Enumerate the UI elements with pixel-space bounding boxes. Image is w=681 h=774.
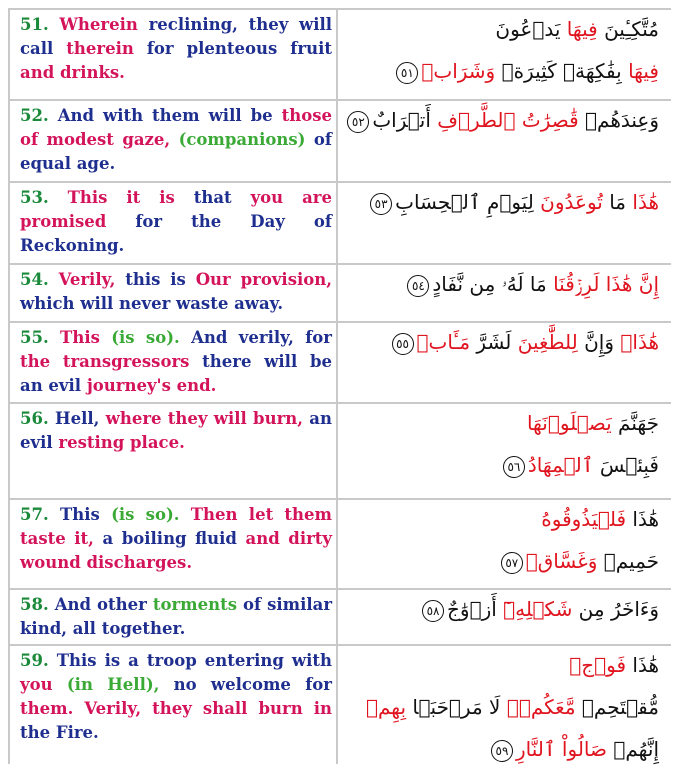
arabic-segment: ٱلۡمِهَادُ — [527, 453, 594, 477]
arabic-line — [348, 187, 659, 217]
arabic-segment: لَرِزۡقُنَا — [553, 272, 600, 296]
translation-segment: torments — [152, 595, 238, 614]
arabic-segment: جَهَنَّمَ — [611, 411, 659, 435]
arabic-line — [348, 450, 659, 480]
arabic-segment: صَالُواْ ٱلنَّارِ — [515, 737, 607, 761]
translation-segment: and drinks. — [20, 63, 125, 82]
arabic-line — [348, 408, 659, 438]
translation-segment: those of modest gaze, — [20, 106, 333, 149]
verse-translation — [10, 323, 336, 402]
arabic-segment: هَٰذَا — [626, 507, 659, 531]
translation-segment: the Fire. — [20, 723, 99, 742]
ayah-number-icon: ٥٧ — [501, 552, 523, 574]
arabic-line — [348, 56, 659, 86]
verse-arabic — [338, 183, 673, 263]
arabic-segment: وَءَاخَرُ مِن — [572, 597, 659, 621]
arabic-segment: فَلۡيَذُوقُوهُ — [541, 507, 627, 531]
translation-segment: Then let them taste it, — [20, 505, 333, 548]
translation-segment: for plenteous fruit — [133, 39, 332, 58]
arabic-line — [348, 269, 659, 299]
ayah-number-icon: ٥٦ — [503, 456, 525, 478]
arabic-segment: بِهِمۡ — [365, 695, 407, 719]
verse-translation — [10, 500, 336, 588]
verse-arabic — [338, 265, 673, 321]
verse-number: 59. — [20, 651, 57, 670]
verse-translation — [10, 183, 336, 263]
translation-segment: the transgressors — [20, 352, 190, 371]
translation-segment: for the Day of Reckoning. — [20, 212, 332, 255]
translation-segment: reclining, they will call — [20, 15, 332, 58]
arabic-segment: ۚ وَإِنَّ — [577, 330, 621, 354]
verse-translation — [10, 646, 336, 774]
translation-segment: resting place. — [58, 433, 185, 452]
ayah-number-icon: ٥٨ — [422, 600, 444, 622]
translation-segment: them. Verily, they shall burn in — [20, 699, 332, 718]
translation-segment: And other — [54, 595, 153, 614]
translation-segment: This — [60, 328, 100, 347]
verse-arabic — [338, 590, 673, 644]
verse-number: 57. — [20, 505, 60, 524]
arabic-line — [348, 650, 659, 680]
translation-segment: Wherein — [59, 15, 138, 34]
verse-translation — [10, 101, 336, 181]
arabic-segment: ۖ لَا مَرۡحَبَۢا — [406, 695, 507, 719]
arabic-segment: وَغَسَّاقٞ — [525, 549, 598, 573]
translation-segment: you are promised — [20, 188, 332, 231]
translation-segment: no welcome for — [159, 675, 332, 694]
translation-segment: that — [174, 188, 251, 207]
arabic-segment: أَتۡرَابٌ — [372, 108, 438, 132]
arabic-segment: إِنَّ هَٰذَا — [599, 272, 659, 296]
arabic-segment: هَٰذَا — [620, 330, 659, 354]
arabic-segment: قَٰصِرَٰتُ ٱلطَّرۡفِ — [437, 108, 579, 132]
translation-segment: an evil — [20, 409, 332, 452]
arabic-segment: شَكۡلِهِۦٓ — [503, 597, 573, 621]
arabic-segment: بِفَٰكِهَةٖ كَثِيرَةٖ — [495, 59, 629, 83]
verse-number: 54. — [20, 270, 59, 289]
arabic-segment: مُّقۡتَحِمٞ — [575, 695, 659, 719]
translation-segment: And with them will be — [57, 106, 282, 125]
verse-translation — [10, 404, 336, 498]
translation-segment: Our provision, — [195, 270, 333, 289]
verse-number: 51. — [20, 15, 60, 34]
arabic-line — [348, 14, 659, 44]
arabic-segment: مُتَّكِـِٔينَ — [597, 17, 659, 41]
ayah-number-icon: ٥٥ — [392, 333, 414, 355]
translation-segment: (is so). — [111, 505, 180, 524]
verse-translation — [10, 265, 336, 321]
arabic-segment: إِنَّهُمۡ — [606, 737, 659, 761]
translation-segment: therein — [66, 39, 134, 58]
arabic-segment: فِيهَا — [566, 17, 598, 41]
translation-segment: where they will burn, — [105, 409, 304, 428]
verse-number: 52. — [20, 106, 58, 125]
translation-segment: And verily, for — [179, 328, 332, 347]
translation-segment: this is — [115, 270, 196, 289]
arabic-segment: أَزۡوَٰجٌ — [447, 597, 504, 621]
translation-segment: you — [20, 675, 53, 694]
arabic-segment: فَبِئۡسَ — [593, 453, 659, 477]
verse-translation — [10, 590, 336, 644]
translation-segment: (in Hell), — [52, 675, 160, 694]
ayah-number-icon: ٥٤ — [407, 275, 429, 297]
arabic-segment: فِيهَا — [628, 59, 659, 83]
arabic-segment: يَصۡلَوۡنَهَا — [526, 411, 612, 435]
arabic-line — [348, 327, 659, 357]
verse-number: 58. — [20, 595, 55, 614]
verse-arabic — [338, 10, 673, 99]
arabic-segment: هَٰذَا — [632, 190, 659, 214]
translation-segment: journey's end. — [86, 376, 217, 395]
arabic-segment: وَشَرَابٖ — [421, 59, 496, 83]
arabic-line — [348, 594, 659, 624]
arabic-segment: هَٰذَا — [626, 653, 659, 677]
ayah-number-icon: ٥٢ — [347, 111, 369, 133]
arabic-segment: لَشَرَّ — [470, 330, 518, 354]
translation-segment: and dirty wound discharges. — [20, 529, 332, 572]
arabic-segment: مَا — [602, 190, 633, 214]
verse-arabic — [338, 404, 673, 498]
ayah-number-icon: ٥١ — [396, 62, 418, 84]
verse-number: 56. — [20, 409, 55, 428]
arabic-line — [348, 546, 659, 576]
arabic-segment: لِلطَّٰغِينَ — [517, 330, 578, 354]
arabic-segment: فَوۡجٞ — [569, 653, 627, 677]
translation-segment: Hell, — [54, 409, 106, 428]
verse-arabic — [338, 101, 673, 181]
verse-arabic — [338, 500, 673, 588]
arabic-line — [348, 734, 659, 764]
translation-segment: a boiling fluid — [93, 529, 246, 548]
translation-segment: of similar kind, all together. — [20, 595, 333, 638]
translation-segment: there will be an evil — [20, 352, 332, 395]
translation-segment: of equal age. — [20, 130, 332, 173]
translation-segment: This — [59, 505, 112, 524]
verse-arabic — [338, 646, 673, 774]
verse-number: 55. — [20, 328, 61, 347]
translation-segment: Verily, — [58, 270, 116, 289]
ayah-number-icon: ٥٩ — [491, 740, 513, 762]
arabic-segment: مَـَٔابٖ — [416, 330, 471, 354]
translation-segment: (companions) — [178, 130, 306, 149]
arabic-segment: وَعِندَهُمۡ — [578, 108, 659, 132]
ayah-number-icon: ٥٣ — [370, 193, 392, 215]
verse-number: 53. — [20, 188, 68, 207]
arabic-segment: مَا لَهُۥ مِن نَّفَادٍ — [432, 272, 554, 296]
translation-segment: This is a troop entering with — [56, 651, 332, 670]
translation-table — [8, 8, 671, 764]
arabic-segment: تُوعَدُونَ — [540, 190, 603, 214]
translation-segment: This it is — [67, 188, 175, 207]
arabic-line — [348, 105, 659, 135]
verse-translation — [10, 10, 336, 99]
arabic-line — [348, 692, 659, 722]
translation-segment: (is so). — [99, 328, 180, 347]
verse-arabic — [338, 323, 673, 402]
arabic-segment: لِيَوۡمِ ٱلۡحِسَابِ — [395, 190, 541, 214]
arabic-segment: حَمِيمٞ — [597, 549, 659, 573]
arabic-segment: مَّعَكُمۡ — [506, 695, 576, 719]
translation-segment: which will never waste away. — [20, 294, 284, 313]
arabic-segment: يَدۡعُونَ — [495, 17, 567, 41]
arabic-line — [348, 504, 659, 534]
